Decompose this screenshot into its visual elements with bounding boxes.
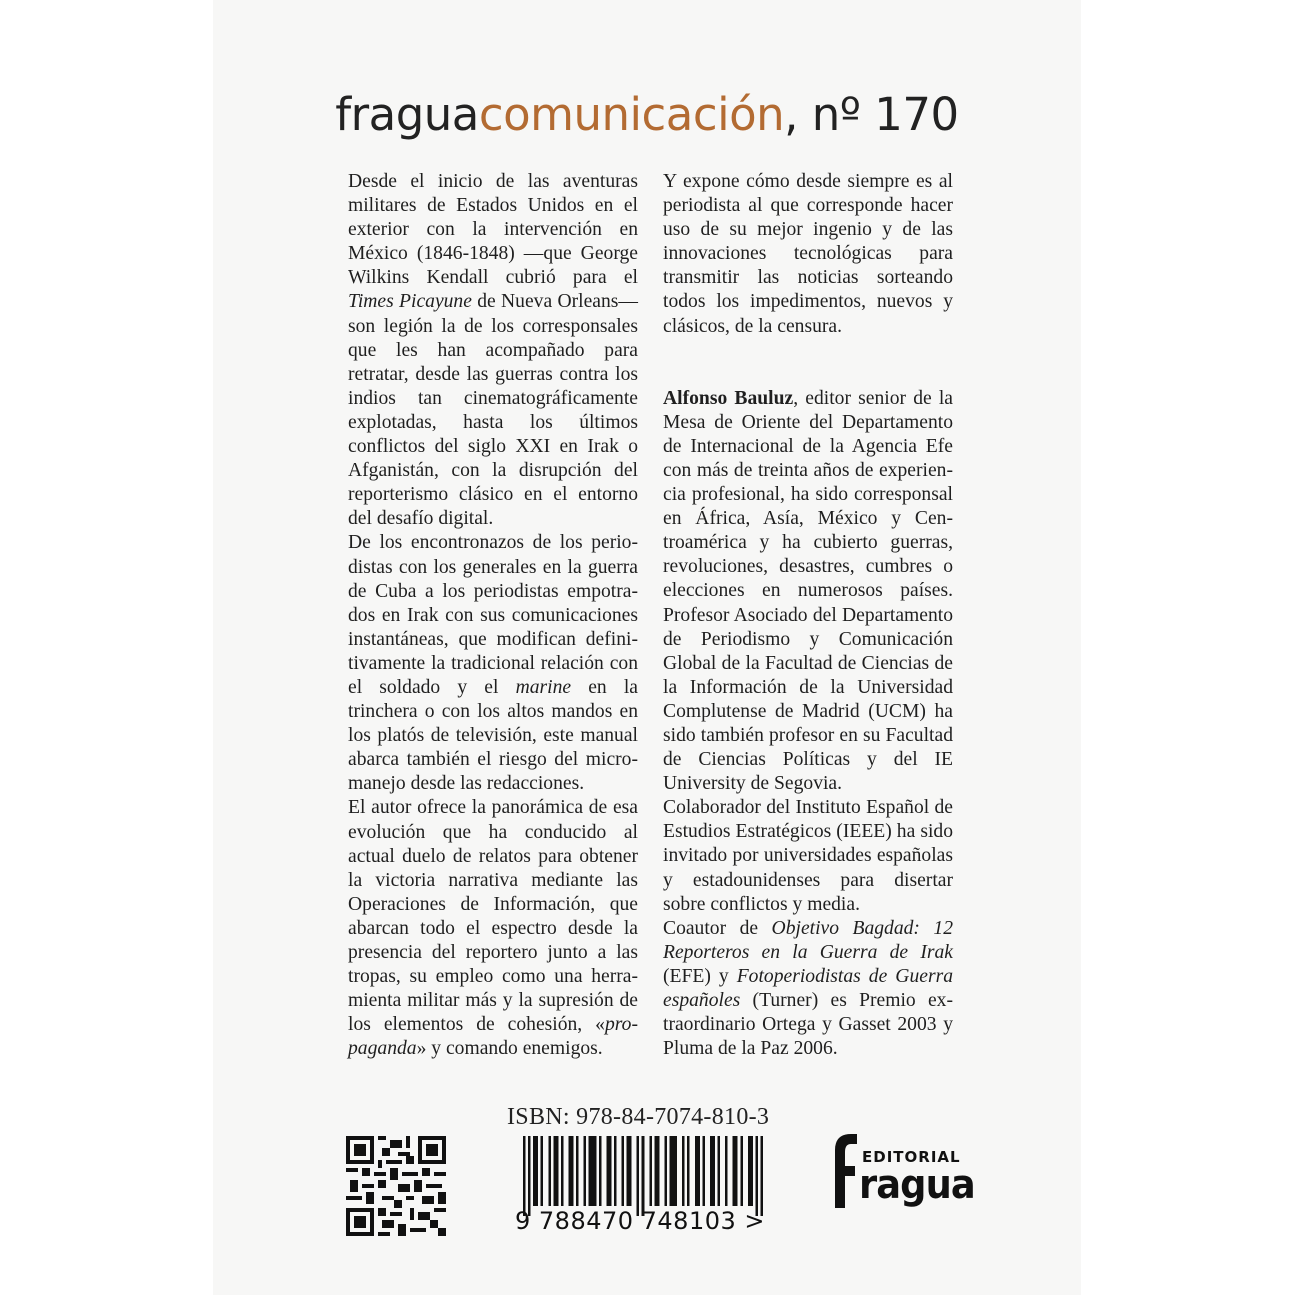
synopsis-text: de Nueva Orleans— son legión la de los corresponsales que les han acompañado para retratar, desde las guerras contra los indios tan cinematográficamente explotadas, hasta los últimos conflictos del siglo XXI en Irak o Afganistán, con la disrupción del reporterismo clásico en el entorno del desafío digital. xyxy=(348,291,638,530)
synopsis-paragraph-1 xyxy=(348,170,638,531)
synopsis-text: El autor ofrece la panorámica de esa evolución que ha conducido al actual duelo de relatos para obtener la victoria narrativa mediante las Operaciones de Información, que abarcan todo el espectro desde la presencia del reportero junto a las tropas, su empleo como una herramienta militar más y la supresión de los elementos de cohesión, « xyxy=(348,797,638,1036)
series-title-part2: comunicación xyxy=(478,88,785,141)
publisher-logo xyxy=(827,1130,977,1210)
author-column xyxy=(663,170,953,1061)
author-bio-text: Coautor de xyxy=(663,917,772,939)
author-name: Alfonso Bauluz xyxy=(663,387,794,409)
fragua-f-logo-icon xyxy=(827,1130,861,1208)
book-title: Fotoperiodistas de Guerra españoles xyxy=(663,965,953,1011)
synopsis-text: » y comando enemigos. xyxy=(416,1038,603,1060)
publisher-name: ragua xyxy=(859,1162,975,1208)
author-bio-paragraph-1 xyxy=(663,387,953,797)
series-title xyxy=(213,88,1081,141)
author-bio-text: , editor senior de la Mesa de Oriente del Departamento de Internacional de la Agencia Efe con más de treinta años de experiencia profesional, ha sido corresponsal en África, Asía, México y Centroamérica y ha cubierto guerras, revoluciones, desastres, cumbres o elecciones en numerosos países. Profesor Asociado del Departamento de Periodismo y Comunicación Global de la Facultad de Ciencias de la Información de la Universidad Complutense de Madrid (UCM) ha sido también profesor en su Facultad de Ciencias Políticas y del IE University de Segovia. xyxy=(663,387,953,795)
series-title-part1: fragua xyxy=(335,88,479,141)
italic-term: propaganda xyxy=(348,1014,638,1060)
synopsis-paragraph-2 xyxy=(348,531,638,796)
synopsis-text: en la trinchera o con los altos mandos en los platós de televisión, este manual abarca también el riesgo del micromanejo desde las redacciones. xyxy=(348,676,638,795)
author-bio-text: (EFE) y xyxy=(663,965,737,987)
barcode-digits: 9 788470 748103 > xyxy=(515,1207,765,1235)
synopsis-text: De los encontronazos de los periodistas con los generales en la guerra de Cuba a los periodistas empotrados en Irak con sus comunicaciones instantáneas, que modifican definitivamente la tradicional relación con el soldado y el xyxy=(348,532,638,698)
newspaper-title: Times Picayune xyxy=(348,291,472,313)
synopsis-paragraph-3 xyxy=(348,796,638,1061)
author-bio-paragraph-3 xyxy=(663,917,953,1062)
italic-term: marine xyxy=(515,676,572,698)
author-bio-text: (Turner) es Premio extraordinario Ortega y Gasset 2003 y Pluma de la Paz 2006. xyxy=(663,990,953,1060)
book-title: Objetivo Bagdad: 12 Reporteros en la Guerra de Irak xyxy=(663,917,954,963)
author-bio-paragraph-2: Colaborador del Instituto Español de Estudios Estratégicos (IEEE) ha sido invitado por universidades españolas y estadounidenses para disertar sobre conflictos y media. xyxy=(663,797,953,915)
isbn-text: ISBN: 978-84-7074-810-3 xyxy=(507,1104,770,1130)
back-cover xyxy=(213,0,1081,1295)
synopsis-text: Desde el inicio de las aventuras militares de Estados Unidos en el exterior con la intervención en México (1846-1848) —que George Wilkins Kendall cubrió para el xyxy=(348,171,638,289)
synopsis-paragraph-4: Y expone cómo desde siempre es al periodista al que corresponde hacer uso de su mejor ingenio y de las innovaciones tecnológicas para transmitir las noticias sorteando todos los impedimentos, nuevos y clásicos, de la censura. xyxy=(663,171,953,337)
synopsis-column xyxy=(348,170,638,1061)
publisher-label: EDITORIAL xyxy=(862,1148,961,1166)
qr-code-icon[interactable] xyxy=(346,1136,446,1236)
barcode-icon xyxy=(523,1136,763,1216)
series-title-part3: , nº 170 xyxy=(784,88,959,141)
